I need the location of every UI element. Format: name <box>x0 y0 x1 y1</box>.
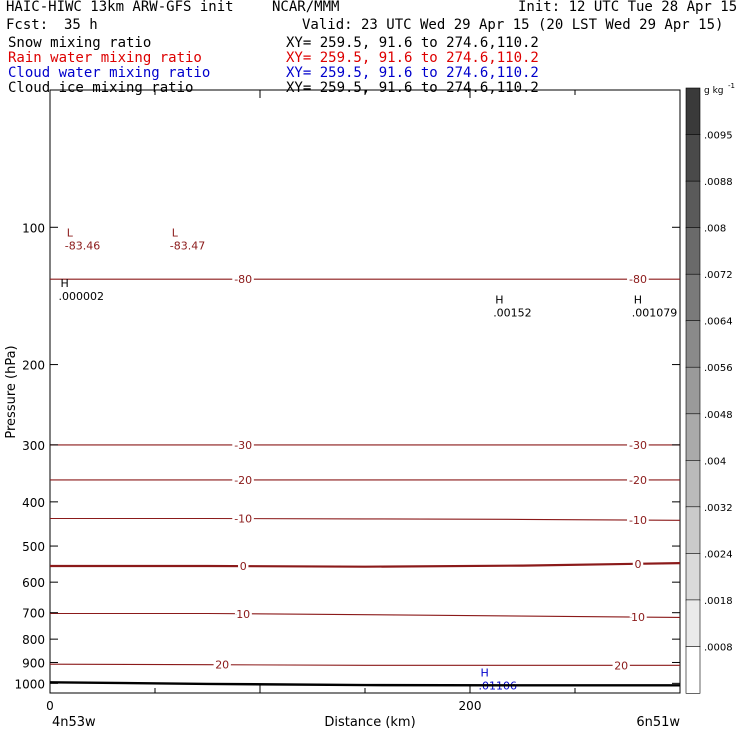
y-tick-label: 900 <box>22 656 45 671</box>
field-xy-snow: XY= 259.5, 91.6 to 274.6,110.2 <box>286 35 539 51</box>
field-xy-cloud-ice: XY= 259.5, 91.6 to 274.6,110.2 <box>286 80 539 96</box>
temperature-contour-label: 10 <box>631 611 645 625</box>
y-tick-label: 300 <box>22 438 45 453</box>
field-xy-cloud-water: XY= 259.5, 91.6 to 274.6,110.2 <box>286 65 539 81</box>
colorbar-segment <box>686 647 700 694</box>
extremum-marker: L <box>171 226 178 240</box>
temperature-contour-label: -30 <box>629 438 647 452</box>
y-tick-label: 700 <box>22 606 45 621</box>
y-tick-label: 600 <box>22 576 45 591</box>
colorbar-segment <box>686 414 700 461</box>
field-name-cloud-ice: Cloud ice mixing ratio <box>8 80 194 96</box>
y-tick-label: 500 <box>22 540 45 555</box>
extremum-value: -83.47 <box>169 239 206 253</box>
colorbar-label: .0088 <box>704 177 733 189</box>
colorbar-label: .0064 <box>704 316 733 328</box>
colorbar-segment <box>686 135 700 182</box>
field-name-snow: Snow mixing ratio <box>8 35 152 51</box>
colorbar-label: .004 <box>704 456 727 468</box>
temperature-contour-label: 0 <box>239 560 247 574</box>
colorbar-unit-exponent: -1 <box>728 82 735 90</box>
temperature-contour-label: -80 <box>234 273 253 287</box>
field-xy-rain: XY= 259.5, 91.6 to 274.6,110.2 <box>286 50 539 66</box>
model-title: HAIC-HIWC 13km ARW-GFS init <box>6 0 234 15</box>
x-tick-label: 200 <box>458 699 482 713</box>
colorbar-label: .0032 <box>704 502 733 514</box>
temperature-contour-line <box>50 519 680 521</box>
temperature-contour-label: 20 <box>614 659 629 673</box>
colorbar-segment <box>686 321 700 368</box>
colorbar-segment <box>686 507 700 554</box>
temperature-contour-line <box>50 614 680 618</box>
x-tick-label: 0 <box>46 699 54 713</box>
temperature-contour-label: -30 <box>234 438 253 452</box>
colorbar-segment <box>686 600 700 647</box>
extremum-value: .000002 <box>58 290 104 304</box>
institution: NCAR/MMM <box>272 0 340 15</box>
y-tick-label: 100 <box>22 221 45 236</box>
temperature-contour-label: -80 <box>629 273 647 287</box>
init-time: Init: 12 UTC Tue 28 Apr 15 <box>518 0 738 15</box>
temperature-contour-line <box>50 563 680 567</box>
terrain-line <box>50 682 680 685</box>
temperature-contour-label: 0 <box>634 557 642 571</box>
colorbar-label: .0056 <box>704 363 733 375</box>
x-left-location: 4n53w <box>52 715 96 730</box>
extremum-marker: H <box>633 293 643 307</box>
temperature-contour-label: -20 <box>234 473 253 487</box>
extremum-value: .01106 <box>478 679 517 693</box>
x-axis-label: Distance (km) <box>324 715 416 730</box>
extremum-marker: H <box>60 277 69 291</box>
colorbar-label: .0018 <box>704 595 733 607</box>
y-tick-label: 1000 <box>14 677 45 692</box>
valid-time: Valid: 23 UTC Wed 29 Apr 15 (20 LST Wed 29 Apr 15) <box>302 17 724 33</box>
temperature-contour-label: 20 <box>215 658 230 672</box>
colorbar-label: .0048 <box>704 409 733 421</box>
colorbar-label: .0095 <box>704 130 733 142</box>
extremum-value: .001079 <box>631 306 678 320</box>
y-tick-label: 200 <box>22 358 45 373</box>
colorbar-segment <box>686 553 700 600</box>
forecast-label: Fcst: <box>6 17 49 33</box>
x-right-location: 6n51w <box>636 715 680 730</box>
colorbar-label: .008 <box>704 223 727 235</box>
colorbar-label: .0024 <box>704 549 733 561</box>
y-tick-label: 800 <box>22 633 45 648</box>
temperature-contour-label: -10 <box>629 514 647 528</box>
extremum-value: -83.46 <box>64 239 101 253</box>
field-name-rain: Rain water mixing ratio <box>8 50 202 66</box>
y-axis-label: Pressure (hPa) <box>4 345 19 439</box>
extremum-value: .00152 <box>493 306 532 320</box>
temperature-contour-label: -20 <box>629 473 647 487</box>
extremum-marker: H <box>495 293 504 307</box>
y-tick-label: 400 <box>22 495 45 510</box>
colorbar-segment <box>686 367 700 414</box>
forecast-hours: 35 h <box>64 17 98 33</box>
field-name-cloud-water: Cloud water mixing ratio <box>8 65 211 81</box>
colorbar-segment <box>686 460 700 507</box>
temperature-contour-label: -10 <box>234 512 253 526</box>
colorbar-segment <box>686 88 700 135</box>
colorbar-label: .0072 <box>704 270 733 282</box>
extremum-marker: L <box>66 226 73 240</box>
temperature-contour-line <box>50 664 680 665</box>
colorbar-label: .0008 <box>704 642 733 654</box>
colorbar-unit: g kg <box>704 86 724 96</box>
temperature-contour-label: 10 <box>236 607 251 621</box>
colorbar-segment <box>686 181 700 228</box>
colorbar-segment <box>686 228 700 275</box>
extremum-marker: H <box>480 666 489 680</box>
plot-frame <box>50 90 680 693</box>
colorbar-segment <box>686 274 700 321</box>
